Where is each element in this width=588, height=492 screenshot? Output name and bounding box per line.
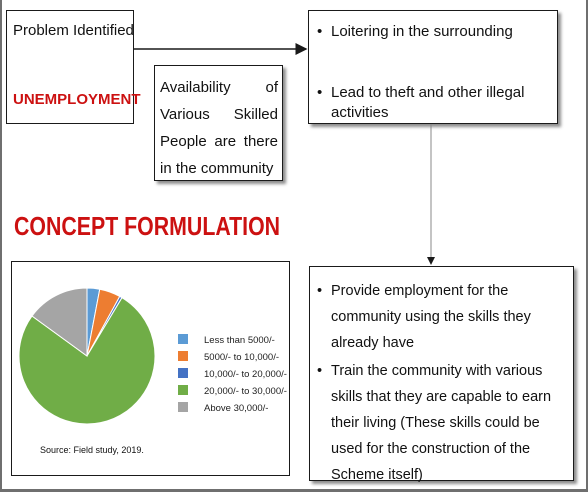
legend-label: 10,000/- to 20,000/- (204, 369, 287, 380)
legend-swatch (178, 334, 188, 344)
legend-swatch (178, 368, 188, 378)
problem-title: Problem Identified (13, 22, 134, 39)
income-chart-box (11, 261, 290, 476)
legend-swatch (178, 385, 188, 395)
concept-title: CONCEPT FORMULATION (14, 211, 281, 241)
effects-list (313, 22, 553, 164)
proposals-box (309, 266, 574, 481)
problem-box (6, 10, 141, 124)
proposal-item: • Provide employment for the community using the skills they already have (313, 278, 573, 356)
availability-text: Availability of Various Skilled People are there in the community (160, 79, 278, 177)
effect-item: • Loitering in the surrounding (313, 22, 553, 42)
legend-label: 20,000/- to 30,000/- (204, 386, 287, 397)
effects-box (308, 10, 558, 124)
proposals-list (313, 278, 573, 490)
proposal-item: • Train the community with various skills that they are capable to earn their living (These skills could be used for the construction of the Scheme itself) (313, 358, 573, 488)
effect-item: • Lead to theft and other illegal activities (313, 83, 553, 123)
legend-swatch (178, 351, 188, 361)
legend-label: Less than 5000/- (204, 335, 275, 346)
legend-label: 5000/- to 10,000/- (204, 352, 279, 363)
availability-box (154, 65, 283, 181)
chart-source-note: Source: Field study, 2019. (40, 445, 144, 455)
problem-name: UNEMPLOYMENT (13, 91, 141, 108)
legend-label: Above 30,000/- (204, 403, 269, 414)
income-pie-chart (12, 262, 289, 475)
legend-swatch (178, 402, 188, 412)
